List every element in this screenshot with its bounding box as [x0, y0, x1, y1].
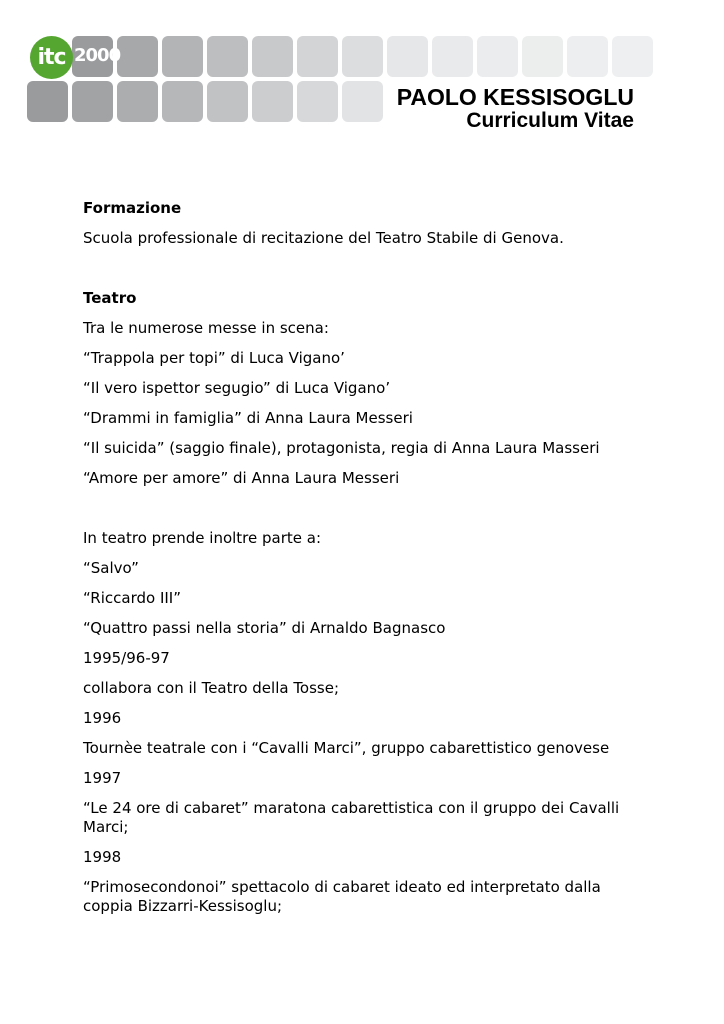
- altro-line: “Salvo”: [83, 559, 139, 577]
- cv-body: [83, 199, 623, 927]
- teatro-line: “Drammi in famiglia” di Anna Laura Messeri: [83, 409, 413, 427]
- altro-year: 1995/96-97: [83, 649, 170, 667]
- header-tile: [162, 81, 203, 122]
- teatro-line: “Il suicida” (saggio finale), protagonista, regia di Anna Laura Masseri: [83, 439, 600, 457]
- logo-badge: itc: [30, 36, 73, 79]
- altro-line: “Quattro passi nella storia” di Arnaldo Bagnasco: [83, 619, 446, 637]
- header-tile: [72, 81, 113, 122]
- header-tile: [522, 36, 563, 77]
- header-tile: [27, 81, 68, 122]
- person-name: PAOLO KESSISOGLU: [396, 84, 634, 110]
- formazione-line: Scuola professionale di recitazione del Teatro Stabile di Genova.: [83, 229, 564, 247]
- altro-year: 1996: [83, 709, 122, 727]
- document-subtitle: Curriculum Vitae: [466, 109, 634, 132]
- altro-line: “Riccardo III”: [83, 589, 181, 607]
- altro-line: “Le 24 ore di cabaret” maratona cabarettistica con il gruppo dei Cavalli Marci;: [83, 799, 620, 836]
- header-tile: [207, 81, 248, 122]
- header-tile: [342, 81, 383, 122]
- header-tile: [477, 36, 518, 77]
- teatro-line: “Trappola per topi” di Luca Vigano’: [83, 349, 345, 367]
- header-tile: [117, 81, 158, 122]
- teatro-line: Tra le numerose messe in scena:: [83, 319, 329, 337]
- header-tile: [207, 36, 248, 77]
- header-tile: [252, 81, 293, 122]
- header-tile: [432, 36, 473, 77]
- header-tile: [387, 36, 428, 77]
- logo-year: 2000: [74, 45, 121, 66]
- header-tile: [297, 36, 338, 77]
- altro-line: In teatro prende inoltre parte a:: [83, 529, 322, 547]
- section-heading-teatro: Teatro: [83, 289, 137, 307]
- header-tile: [252, 36, 293, 77]
- section-heading-formazione: Formazione: [83, 199, 182, 217]
- header-tile: [162, 36, 203, 77]
- header-tile: [567, 36, 608, 77]
- teatro-line: “Amore per amore” di Anna Laura Messeri: [83, 469, 400, 487]
- header-tile: [342, 36, 383, 77]
- altro-line: “Primosecondonoi” spettacolo di cabaret ideato ed interpretato dalla coppia Bizzarri-Kessisoglu;: [83, 878, 601, 915]
- itc-logo: [30, 36, 120, 80]
- altro-line: Tournèe teatrale con i “Cavalli Marci”, gruppo cabarettistico genovese: [83, 739, 610, 757]
- altro-line: collabora con il Teatro della Tosse;: [83, 679, 340, 697]
- header-tile: [612, 36, 653, 77]
- altro-year: 1997: [83, 769, 122, 787]
- header-tile: [297, 81, 338, 122]
- teatro-line: “Il vero ispettor segugio” di Luca Vigano’: [83, 379, 391, 397]
- altro-year: 1998: [83, 848, 122, 866]
- header-tile: [117, 36, 158, 77]
